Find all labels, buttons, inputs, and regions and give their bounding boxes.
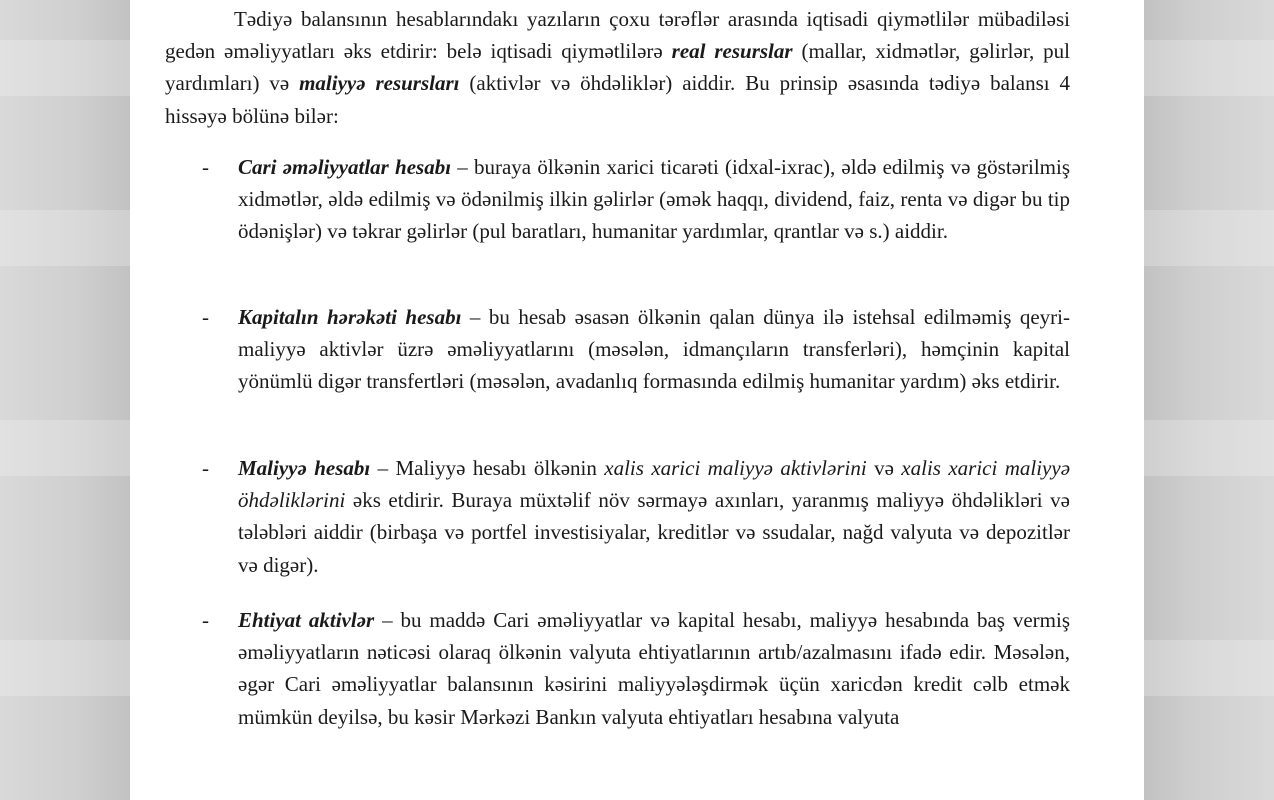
- background-right: [1144, 0, 1274, 800]
- intro-paragraph: [165, 3, 1070, 132]
- list-item-text: – buraya ölkənin xarici ticarəti (idxal-ixrac), əldə edilmiş və göstərilmiş xidmətlər, əldə edilmiş və ödənilmiş ilkin gəlirlər (əmək haqqı, dividend, faiz, renta və digər bu tip ödənişlər) və təkrar gəlirlər (pul baratları, humanitar yardımlar, qrantlar və s.) aiddir.: [238, 155, 1070, 244]
- list-item-term: Ehtiyat aktivlər: [238, 608, 375, 632]
- intro-text-2: (mallar, xidmətlər, gəlirlər, pul yardımları) və: [165, 39, 1070, 96]
- list-dash: -: [202, 305, 209, 329]
- document-page: [130, 0, 1144, 800]
- list-item-current-account: [202, 151, 1070, 248]
- background-left: [0, 0, 130, 800]
- list-item-text: – bu maddə Cari əməliyyatlar və kapital hesabı, maliyyə hesabında baş vermiş əməliyyatların nəticəsi olaraq ölkənin valyuta ehtiyatlarının artıb/azalmasını ifadə edir. Məsələn, əgər Cari əməliyyatlar balansının kəsirini maliyyələşdirmək üçün xaricdən kredit cəlb etmək mümkün deyilsə, bu kəsir Mərkəzi Bankın valyuta ehtiyatları hesabına valyuta: [238, 608, 1070, 729]
- list-item-italic: xalis xarici maliyyə öhdəliklərini: [238, 456, 1071, 513]
- list-item-financial-account: [202, 452, 1071, 581]
- list-item-text: və: [866, 456, 902, 480]
- list-item-term: Cari əməliyyatlar hesabı: [238, 155, 452, 179]
- list-dash: -: [202, 155, 209, 179]
- list-item-text: – Maliyyə hesabı ölkənin: [370, 456, 605, 480]
- list-item-term: Kapitalın hərəkəti hesabı: [238, 305, 462, 329]
- intro-text-1: Tədiyə balansının hesablarındakı yazıların çoxu tərəflər arasında iqtisadi qiymətlilər mübadiləsi gedən əməliyyatları əks etdirir: belə iqtisadi qiymətlilərə: [165, 7, 1070, 64]
- list-item-italic: xalis xarici maliyyə aktivlərini: [604, 456, 867, 480]
- list-item-text: əks etdirir. Buraya müxtəlif növ sərmayə axınları, yaranmış maliyyə öhdəlikləri və tələbləri aiddir (birbaşa və portfel investisiyalar, kreditlər və ssudalar, nağd valyuta və depozitlər və digər).: [238, 488, 1070, 577]
- list-item-capital-account: [202, 301, 1071, 398]
- term-financial-resources: maliyyə resursları: [299, 71, 460, 96]
- list-item-reserve-assets: [202, 604, 1070, 733]
- list-dash: -: [202, 608, 209, 632]
- intro-text-3: (aktivlər və öhdəliklər) aiddir. Bu prinsip əsasında tədiyə balansı 4 hissəyə bölünə bilər:: [165, 71, 1070, 128]
- list-item-text: – bu hesab əsasən ölkənin qalan dünya ilə istehsal edilməmiş qeyri-maliyyə aktivlər üzrə əməliyyatlarını (məsələn, idmançıların transferləri), həmçinin kapital yönümlü digər transfertləri (məsələn, avadanlıq formasında edilmiş humanitar yardım) əks etdirir.: [238, 305, 1071, 394]
- list-dash: -: [202, 456, 209, 480]
- list-item-term: Maliyyə hesabı: [238, 456, 371, 480]
- term-real-resources: real resurslar: [671, 39, 793, 64]
